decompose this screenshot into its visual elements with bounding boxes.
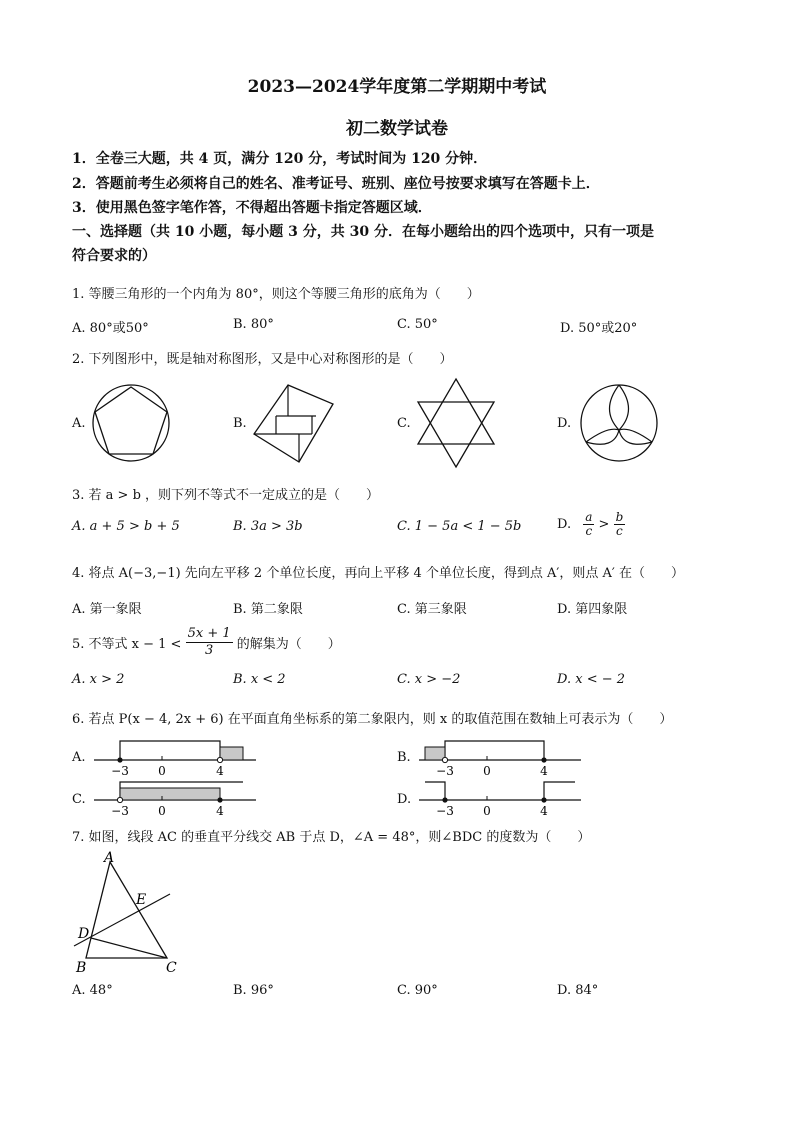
q6-numberline-c <box>90 778 260 820</box>
q5-fraction <box>186 626 233 659</box>
q3-option-d <box>557 511 625 538</box>
note-3: 3．使用黑色签字笔作答，不得超出答题卡指定答题区域． <box>72 200 432 216</box>
q7-option-d: D. 84° <box>557 983 599 998</box>
q6-numberline-d <box>415 778 585 820</box>
q3-frac-2-den: c <box>616 524 623 538</box>
q5-option-c: C. x > −2 <box>397 672 461 687</box>
q3-option-a: A. a + 5 > b + 5 <box>72 519 180 534</box>
q5-option-a: A. x > 2 <box>72 672 125 687</box>
q3-frac-2 <box>614 511 626 538</box>
q7-stem: 7. 如图，线段 AC 的垂直平分线交 AB 于点 D，∠A = 48°，则∠BDC 的度数为（ ） <box>72 830 591 845</box>
q6d-tick-4: 4 <box>540 804 548 818</box>
q1-option-d: D. 50°或20° <box>560 321 638 336</box>
q2-label-a: A. <box>72 416 86 431</box>
note-1: 1．全卷三大题，共 4 页，满分 120 分，考试时间为 120 分钟． <box>72 151 488 167</box>
q3-frac-2-num: b <box>615 510 624 524</box>
q6-stem: 6. 若点 P(x − 4, 2x + 6) 在平面直角坐标系的第二象限内，则 x 的取值范围在数轴上可表示为（ ） <box>72 712 673 727</box>
note-2: 2．答题前考生必须将自己的姓名、准考证号、班别、座位号按要求填写在答题卡上． <box>72 176 600 192</box>
q7-label-a: A <box>104 850 115 866</box>
q4-option-d: D. 第四象限 <box>557 602 628 617</box>
q3-option-c: C. 1 − 5a < 1 − 5b <box>397 519 522 534</box>
q3-frac-1-den: c <box>585 524 593 538</box>
q2-figure-circle-trefoil <box>578 382 660 464</box>
q7-label-d: D <box>78 926 90 942</box>
q6c-tick-neg3: −3 <box>111 804 129 818</box>
q1-option-c: C. 50° <box>397 317 438 332</box>
q4-option-b: B. 第二象限 <box>233 602 303 617</box>
q6a-tick-4: 4 <box>216 764 224 778</box>
q6-label-c: C. <box>72 792 86 807</box>
q6-label-b: B. <box>397 750 411 765</box>
q6-numberline-a <box>90 736 260 778</box>
q2-stem: 2. 下列图形中，既是轴对称图形，又是中心对称图形的是（ ） <box>72 352 453 367</box>
q6-numberline-b <box>415 736 585 778</box>
q7-label-b: B <box>76 960 87 976</box>
q7-option-a: A. 48° <box>72 983 113 998</box>
q7-label-e: E <box>136 892 147 908</box>
section-heading-line1: 一、选择题（共 10 小题，每小题 3 分，共 30 分．在每小题给出的四个选项中，只有一项是 <box>72 224 654 240</box>
q3-frac-1 <box>583 511 594 538</box>
q3-frac-1-num: a <box>585 510 593 524</box>
q6a-tick-0: 0 <box>158 764 166 778</box>
section-heading-line2: 符合要求的） <box>72 248 156 264</box>
q6b-tick-0: 0 <box>483 764 491 778</box>
q7-option-b: B. 96° <box>233 983 274 998</box>
q6c-tick-4: 4 <box>216 804 224 818</box>
q6d-tick-neg3: −3 <box>436 804 454 818</box>
exam-subtitle: 初二数学试卷 <box>346 119 448 139</box>
q5-stem-pre: 5. 不等式 x − 1 < <box>72 637 182 652</box>
q3-option-d-label: D. <box>557 517 572 532</box>
q4-option-a: A. 第一象限 <box>72 602 142 617</box>
q6a-tick-neg3: −3 <box>111 764 129 778</box>
q6d-tick-0: 0 <box>483 804 491 818</box>
q4-stem: 4. 将点 A(−3,−1) 先向左平移 2 个单位长度，再向上平移 4 个单位长度，得到点 A′，则点 A′ 在（ ） <box>72 566 684 581</box>
q6-label-a: A. <box>72 750 86 765</box>
q2-label-c: C. <box>397 416 411 431</box>
q3-option-b: B. 3a > 3b <box>233 519 303 534</box>
q6b-tick-neg3: −3 <box>436 764 454 778</box>
q1-option-a: A. 80°或50° <box>72 321 149 336</box>
exam-title: 2023—2024学年度第二学期期中考试 <box>247 77 547 97</box>
q7-option-c: C. 90° <box>397 983 438 998</box>
q5-stem <box>72 626 341 659</box>
q5-frac-num: 5x + 1 <box>187 626 231 641</box>
q7-triangle-figure <box>72 848 182 976</box>
q1-stem: 1. 等腰三角形的一个内角为 80°，则这个等腰三角形的底角为（ ） <box>72 287 480 302</box>
q2-label-b: B. <box>233 416 247 431</box>
q6c-tick-0: 0 <box>158 804 166 818</box>
q2-label-d: D. <box>557 416 572 431</box>
q6b-tick-4: 4 <box>540 764 548 778</box>
q3-stem: 3. 若 a > b ，则下列不等式不一定成立的是（ ） <box>72 488 380 503</box>
q2-figure-hexagram <box>414 376 498 470</box>
q5-frac-den: 3 <box>204 643 214 658</box>
q1-option-b: B. 80° <box>233 317 274 332</box>
q6-label-d: D. <box>397 792 412 807</box>
q2-figure-circle-pentagon <box>90 382 172 464</box>
q5-option-d: D. x < − 2 <box>557 672 626 687</box>
q2-figure-pinwheel-square <box>252 383 336 465</box>
q5-stem-post: 的解集为（ ） <box>236 637 341 652</box>
q4-option-c: C. 第三象限 <box>397 602 467 617</box>
q3-gt: > <box>598 517 610 532</box>
q7-label-c: C <box>166 960 177 976</box>
q5-option-b: B. x < 2 <box>233 672 286 687</box>
